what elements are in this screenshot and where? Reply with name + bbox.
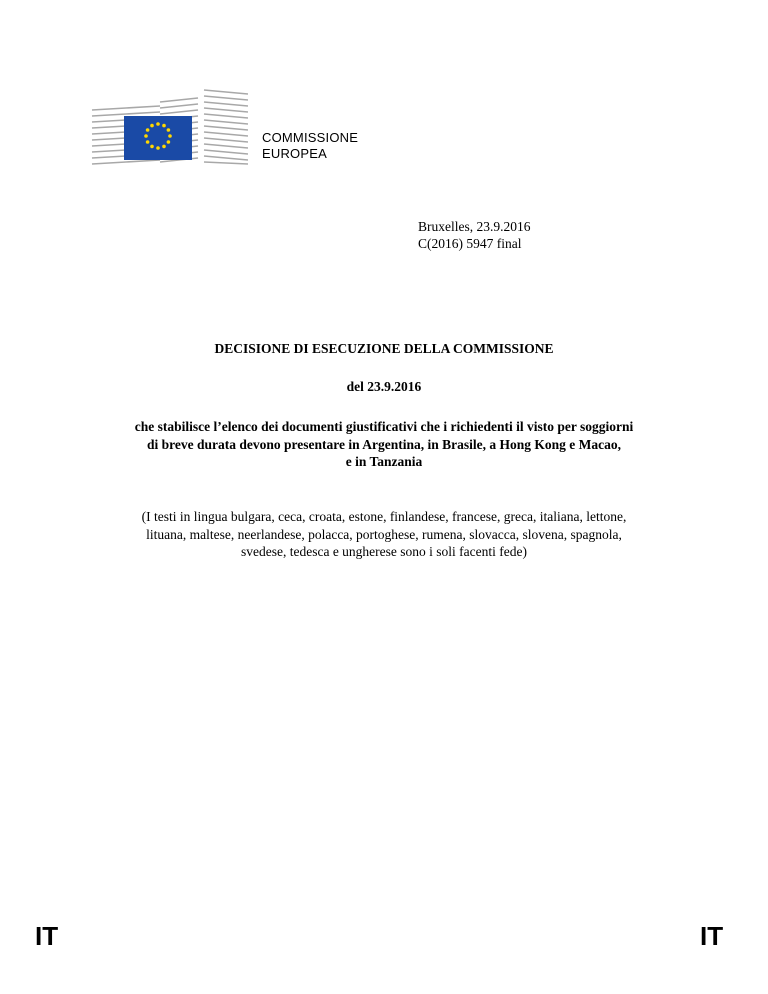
subject-line: che stabilisce l’elenco dei documenti giustificativi che i richiedenti il visto per soggiorni <box>134 419 634 434</box>
authentic-languages-note <box>0 508 768 561</box>
subject-line: e in Tanzania <box>345 454 423 469</box>
languages-line: (I testi in lingua bulgara, ceca, croata, estone, finlandese, francese, greca, italiana, lettone, <box>141 509 627 524</box>
languages-line: svedese, tedesca e ungherese sono i soli facenti fede) <box>240 544 527 559</box>
organization-name-line1: COMMISSIONE <box>262 130 359 145</box>
language-code-left: IT <box>35 921 59 951</box>
languages-line: lituana, maltese, neerlandese, polacca, portoghese, rumena, slovacca, slovena, spagnola, <box>146 526 622 542</box>
organization-name <box>262 130 358 162</box>
document-code: C(2016) 5947 final <box>418 236 522 251</box>
document-reference <box>418 218 531 252</box>
subject-line: di breve durata devono presentare in Argentina, in Brasile, a Hong Kong e Macao, <box>146 436 621 452</box>
document-date: del 23.9.2016 <box>346 379 422 394</box>
document-subject <box>0 418 768 471</box>
place-date: Bruxelles, 23.9.2016 <box>418 219 531 234</box>
language-code-right: IT <box>700 921 724 951</box>
organization-name-line2: EUROPEA <box>262 146 327 161</box>
document-title: DECISIONE DI ESECUZIONE DELLA COMMISSIONE <box>214 341 554 356</box>
european-commission-logo-icon <box>88 84 248 166</box>
